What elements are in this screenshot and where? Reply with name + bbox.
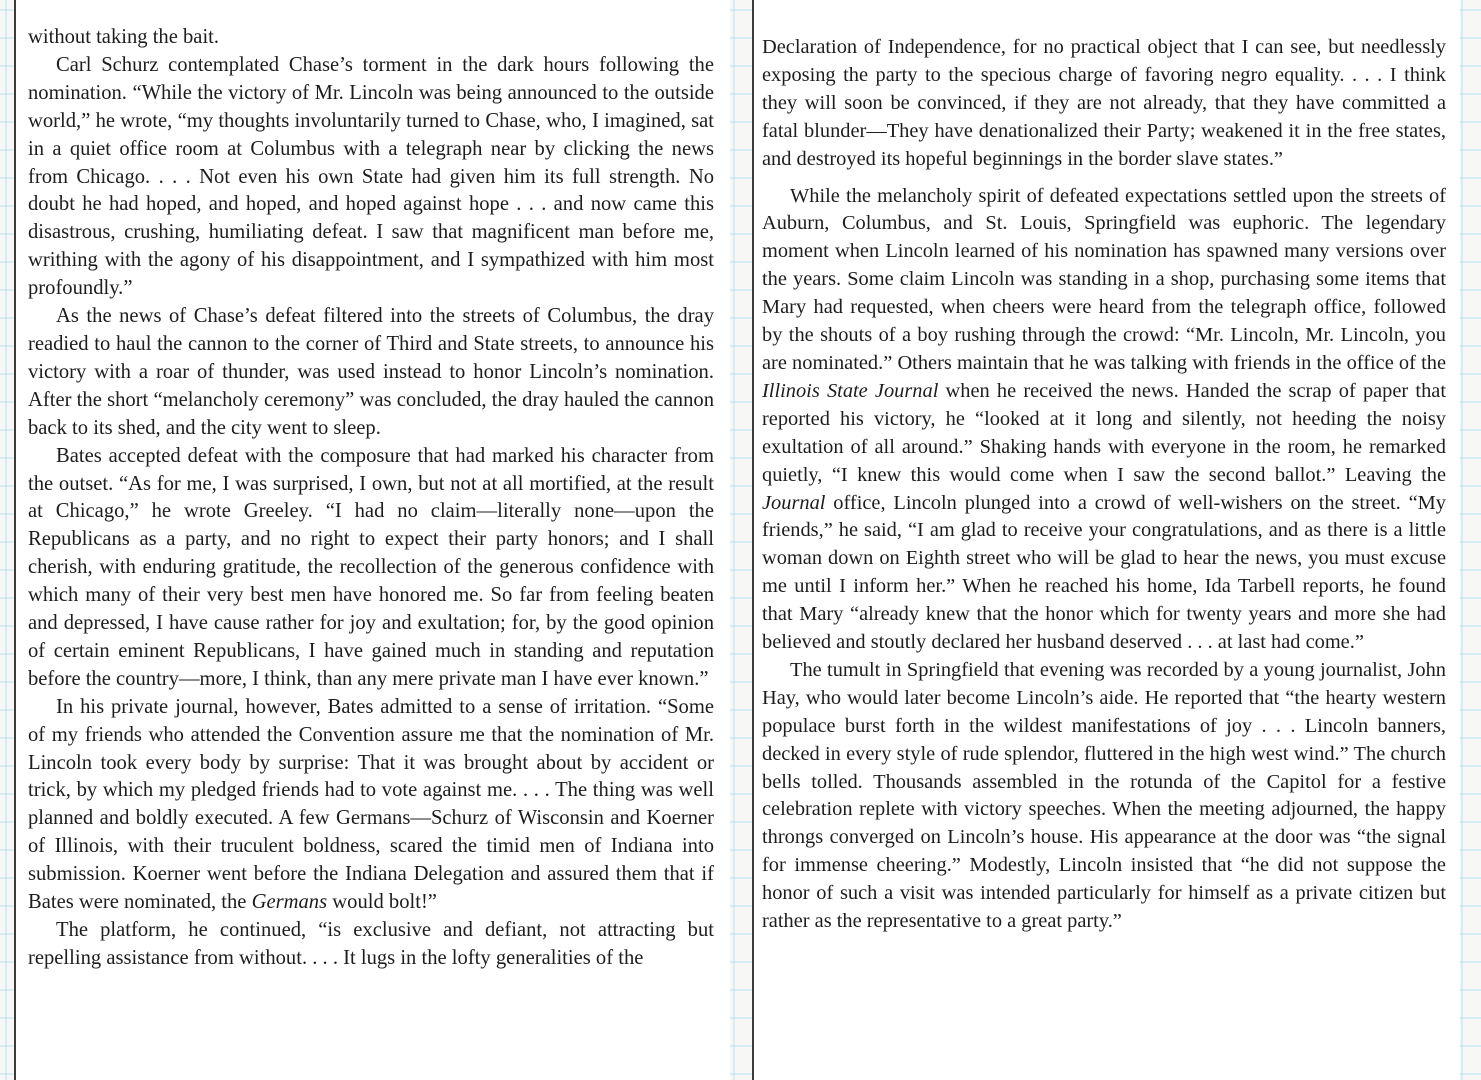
right-paragraph-2 — [762, 183, 1446, 657]
text-run: Bates accepted defeat with the composure that had marked his character from the outset. “As for me, I was surprised, I own, but not at all mortified, at the result at Chicago,” he wrote Greeley. “I had no claim—literally none—upon the Republicans as a party, and no right to expect their party honors; and I shall cherish, with enduring gratitude, the recollection of the generous confidence with which many of their very best men have honored me. So far from feeling beaten and depressed, I have cause rather for joy and exultation; for, by the good opinion of certain eminent Republicans, I have gained much in standing and reputation before the country—more, I think, than any mere private man I have ever known.” — [28, 444, 714, 690]
left-paragraph-4 — [28, 443, 714, 694]
text-run: Declaration of Independence, for no practical object that I can see, but needlessly exposing the party to the specious charge of favoring negro equality. . . . I think they will soon be convinced, if they are not already, that they have committed a fatal blunder—They have denationalized their Party; weakened it in the free states, and destroyed its hopeful beginnings in the border slave states.” — [762, 36, 1446, 170]
italic-text-run: Illinois State Journal — [762, 379, 939, 402]
right-paragraph-1 — [762, 34, 1446, 174]
left-paragraph-5 — [28, 694, 714, 917]
left-paragraph-2 — [28, 52, 714, 303]
left-paragraph-1 — [28, 24, 714, 52]
text-run: In his private journal, however, Bates admitted to a sense of irritation. “Some of my friends who attended the Convention assure me that the nomination of Mr. Lincoln took every body by surprise: That it was brought about by accident or trick, by which my pledged friends had to vote against me. . . . The thing was well planned and boldly executed. A few Germans—Schurz of Wisconsin and Koerner of Illinois, with their truculent boldness, scared the timid men of Indiana into submission. Koerner went before the Indiana Delegation and assured them that if Bates were nominated, the — [28, 695, 714, 914]
text-run: The tumult in Springfield that evening was recorded by a young journalist, John Hay, who would later become Lincoln’s aide. He reported that “the hearty western populace burst forth in the wildest manifestations of joy . . . Lincoln banners, decked in every style of rude splendor, fluttered in the high west wind.” The church bells tolled. Thousands assembled in the rotunda of the Capitol for a festive celebration replete with victory speeches. When the meeting adjourned, the happy throngs converged on Lincoln’s house. His appearance at the door was “the signal for immense cheering.” Modestly, Lincoln insisted that “he did not suppose the honor of such a visit was intended particularly for himself as a private citizen but rather as the representative to a great party.” — [762, 658, 1446, 933]
left-page — [14, 0, 730, 1080]
text-run: office, Lincoln plunged into a crowd of well-wishers on the street. “My friends,” he said, “I am glad to receive your congratulations, and as there is a little woman down on Eighth street who will be glad to hear the news, you must excuse me until I inform her.” When he reached his home, Ida Tarbell reports, he found that Mary “already knew that the honor which for twenty years and more she had believed and stoutly declared her husband deserved . . . at last had come.” — [762, 491, 1446, 654]
text-run: without taking the bait. — [28, 26, 220, 48]
text-run: The platform, he continued, “is exclusive and defiant, not attracting but repelling assistance from without. . . . It lugs in the lofty generalities of the — [28, 919, 714, 969]
left-paragraph-3 — [28, 303, 714, 443]
italic-text-run: Journal — [762, 491, 826, 514]
text-run: Carl Schurz contemplated Chase’s torment in the dark hours following the nomination. “While the victory of Mr. Lincoln was being announced to the outside world,” he wrote, “my thoughts involuntarily turned to Chase, who, I imagined, sat in a quiet office room at Columbus with a telegraph near by clicking the news from Chicago. . . . Not even his own State had given him its full strength. No doubt he had hoped, and hoped, and hoped against hope . . . and now came this disastrous, crushing, humiliating defeat. I saw that magnificent man before me, writhing with the agony of his disappointment, and I sympathized with him most profoundly.” — [28, 53, 714, 300]
right-page — [752, 0, 1460, 1080]
text-run: As the news of Chase’s defeat filtered into the streets of Columbus, the dray readied to haul the cannon to the corner of Third and State streets, to announce his victory with a roar of thunder, was used instead to honor Lincoln’s nomination. After the short “melancholy ceremony” was concluded, the dray hauled the cannon back to its shed, and the city went to sleep. — [28, 305, 714, 439]
text-run: when he received the news. Handed the scrap of paper that reported his victory, he “looked at it long and silently, not heeding the noisy exultation of all around.” Shaking hands with everyone in the room, he remarked quietly, “I knew this would come when I saw the second ballot.” Leaving the — [762, 379, 1446, 486]
text-run: While the melancholy spirit of defeated expectations settled upon the streets of Auburn, Columbus, and St. Louis, Springfield was euphoric. The legendary moment when Lincoln learned of his nomination has spawned many versions over the years. Some claim Lincoln was standing in a shop, purchasing some items that Mary had requested, when cheers were heard from the telegraph office, followed by the shouts of a boy rushing through the crowd: “Mr. Lincoln, Mr. Lincoln, you are nominated.” Others maintain that he was talking with friends in the office of the — [762, 184, 1446, 374]
left-paragraph-6 — [28, 917, 714, 973]
italic-text-run: Germans — [251, 891, 328, 914]
right-paragraph-3 — [762, 657, 1446, 936]
text-run: would bolt!” — [327, 891, 437, 914]
